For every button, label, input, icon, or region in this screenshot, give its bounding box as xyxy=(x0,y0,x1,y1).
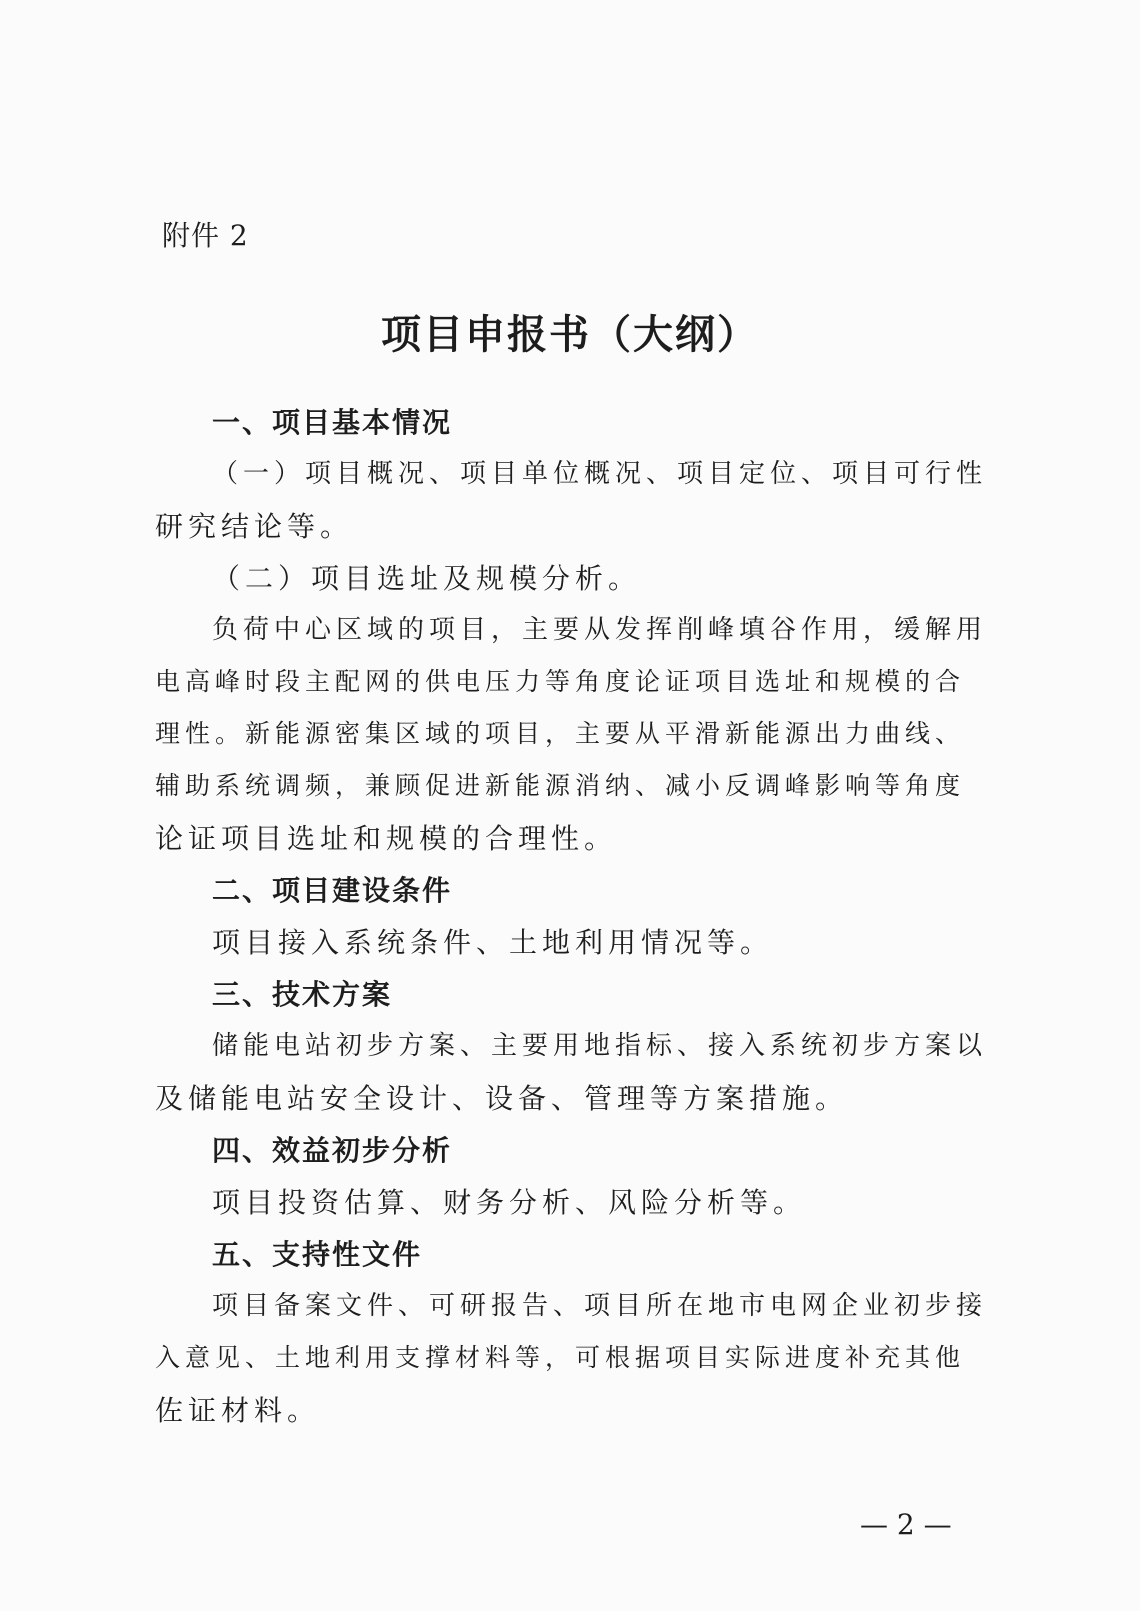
body-line: 理性。新能源密集区域的项目，主要从平滑新能源出力曲线、 xyxy=(155,719,966,748)
body-line: 入意见、土地利用支撑材料等，可根据项目实际进度补充其他 xyxy=(155,1343,966,1372)
body-line: 辅助系统调频，兼顾促进新能源消纳、减小反调峰影响等角度 xyxy=(155,771,966,800)
section-heading-5: 五、支持性文件 xyxy=(212,1238,423,1271)
body-line: 项目接入系统条件、土地利用情况等。 xyxy=(212,926,774,959)
body-line: 研究结论等。 xyxy=(155,510,354,543)
body-line: 负荷中心区域的项目，主要从发挥削峰填谷作用，缓解用 xyxy=(212,615,988,645)
section-heading-1: 一、项目基本情况 xyxy=(212,406,453,439)
body-line: 及储能电站安全设计、设备、管理等方案措施。 xyxy=(155,1082,849,1115)
body-line: 项目备案文件、可研报告、项目所在地市电网企业初步接 xyxy=(212,1291,988,1321)
body-line: （二）项目选址及规模分析。 xyxy=(212,562,642,595)
body-line: 论证项目选址和规模的合理性。 xyxy=(155,822,618,855)
body-line: （一）项目概况、项目单位概况、项目定位、项目可行性 xyxy=(212,459,988,489)
body-line: 项目投资估算、财务分析、风险分析等。 xyxy=(212,1186,807,1219)
section-heading-4: 四、效益初步分析 xyxy=(212,1134,453,1167)
document-title: 项目申报书（大纲） xyxy=(381,311,759,358)
attachment-label: 附件 2 xyxy=(162,219,249,252)
section-heading-3: 三、技术方案 xyxy=(212,978,393,1011)
page-number: — 2 — xyxy=(860,1508,952,1541)
section-heading-2: 二、项目建设条件 xyxy=(212,874,453,907)
body-line: 佐证材料。 xyxy=(155,1394,321,1427)
body-line: 储能电站初步方案、主要用地指标、接入系统初步方案以 xyxy=(212,1031,988,1061)
body-line: 电高峰时段主配网的供电压力等角度论证项目选址和规模的合 xyxy=(155,667,966,696)
